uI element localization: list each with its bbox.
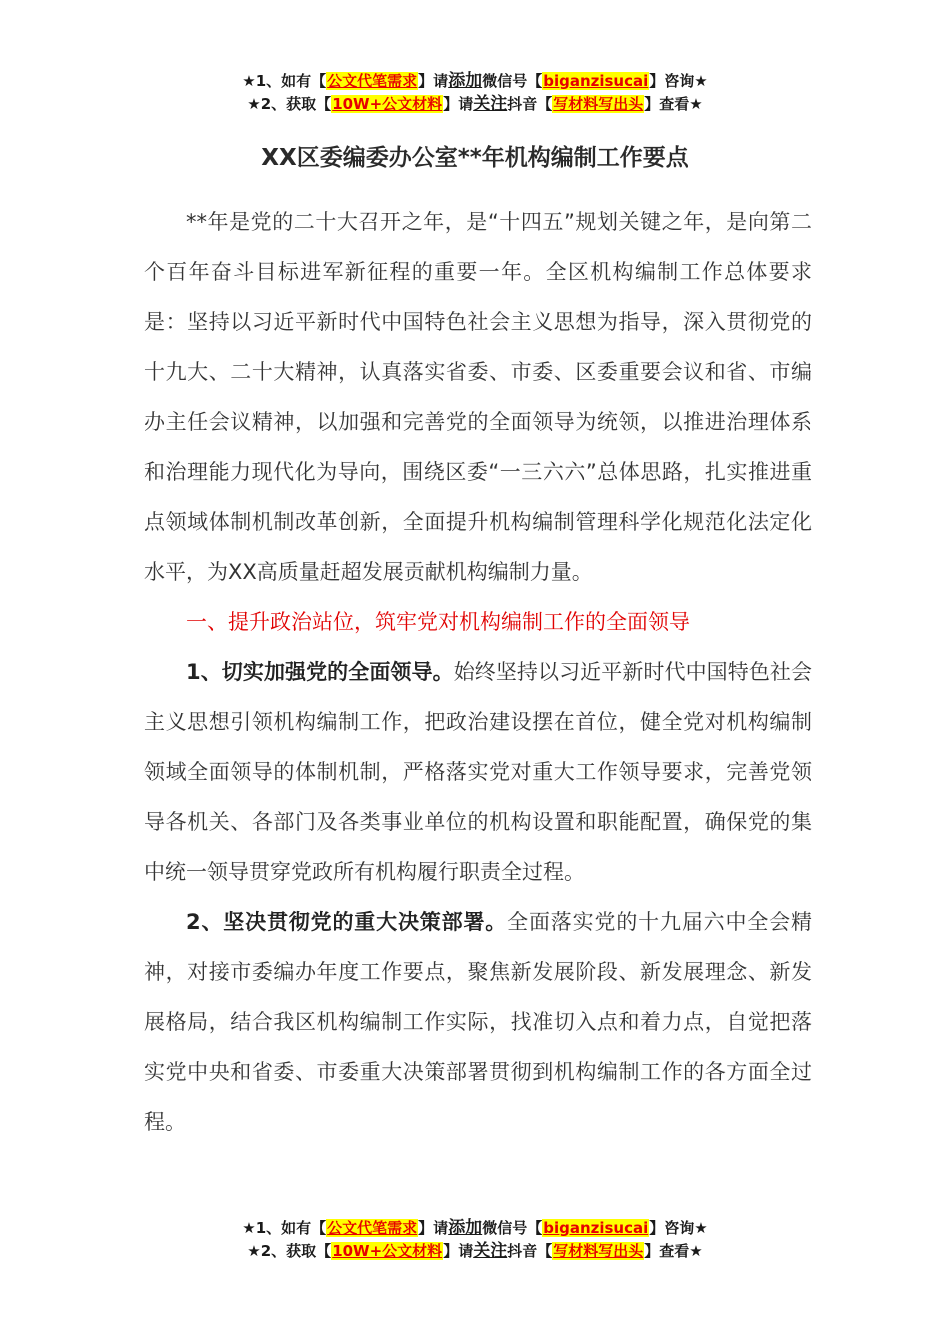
notice-line-1: [0, 1217, 950, 1240]
notice-text: ★1、如有【: [242, 1219, 327, 1237]
notice-text: ★2、获取【: [247, 1242, 332, 1260]
document-title: XX区委编委办公室**年机构编制工作要点: [261, 145, 689, 171]
notice-emphasis: 添加: [448, 71, 483, 91]
highlight-materials: 10W+公文材料: [332, 1242, 443, 1260]
notice-text: 】请: [443, 95, 474, 113]
notice-line-2: [0, 93, 950, 116]
header-notice: [0, 70, 950, 116]
item-paragraph: [144, 647, 812, 897]
notice-text: 】查看★: [644, 1242, 703, 1260]
item-title: 2、坚决贯彻党的重大决策部署。: [186, 910, 508, 934]
notice-text: 】请: [418, 1219, 449, 1237]
notice-text: 】请: [418, 72, 449, 90]
highlight-ghostwriting: 公文代笔需求: [327, 72, 418, 90]
notice-text: 】请: [443, 1242, 474, 1260]
footer-notice: [0, 1217, 950, 1263]
notice-text: 抖音【: [507, 1242, 553, 1260]
notice-emphasis: 添加: [448, 1218, 483, 1238]
highlight-wechat-id: biganzisucai: [543, 72, 649, 90]
notice-line-1: [0, 70, 950, 93]
notice-text: ★2、获取【: [247, 95, 332, 113]
notice-text: 抖音【: [507, 95, 553, 113]
highlight-douyin: 写材料写出头: [553, 95, 644, 113]
notice-text: 微信号【: [482, 72, 543, 90]
highlight-wechat-id: biganzisucai: [543, 1219, 649, 1237]
item-body: 全面落实党的十九届六中全会精神，对接市委编办年度工作要点，聚焦新发展阶段、新发展理念、新发展格局，结合我区机构编制工作实际，找准切入点和着力点，自觉把落实党中央和省委、市委重大决策部署贯彻到机构编制工作的各方面全过程。: [144, 910, 812, 1134]
notice-text: ★1、如有【: [242, 72, 327, 90]
notice-text: 】咨询★: [649, 1219, 708, 1237]
item-title: 1、切实加强党的全面领导。: [186, 660, 454, 684]
notice-emphasis: 关注: [473, 94, 508, 114]
notice-emphasis: 关注: [473, 1241, 508, 1261]
notice-text: 】查看★: [644, 95, 703, 113]
item-paragraph: [144, 897, 812, 1147]
notice-text: 】咨询★: [649, 72, 708, 90]
notice-text: 微信号【: [482, 1219, 543, 1237]
highlight-douyin: 写材料写出头: [553, 1242, 644, 1260]
document-body: [144, 197, 812, 1147]
item-body: 始终坚持以习近平新时代中国特色社会主义思想引领机构编制工作，把政治建设摆在首位，健全党对机构编制领域全面领导的体制机制，严格落实党对重大工作领导要求，完善党领导各机关、各部门及各类事业单位的机构设置和职能配置，确保党的集中统一领导贯穿党政所有机构履行职责全过程。: [144, 660, 812, 884]
highlight-materials: 10W+公文材料: [332, 95, 443, 113]
notice-line-2: [0, 1240, 950, 1263]
section-heading: 一、提升政治站位，筑牢党对机构编制工作的全面领导: [186, 610, 690, 634]
highlight-ghostwriting: 公文代笔需求: [327, 1219, 418, 1237]
intro-paragraph: **年是党的二十大召开之年，是“十四五”规划关键之年，是向第二个百年奋斗目标进军新征程的重要一年。全区机构编制工作总体要求是：坚持以习近平新时代中国特色社会主义思想为指导，深入贯彻党的十九大、二十大精神，认真落实省委、市委、区委重要会议和省、市编办主任会议精神，以加强和完善党的全面领导为统领，以推进治理体系和治理能力现代化为导向，围绕区委“一三六六”总体思路，扎实推进重点领域体制机制改革创新，全面提升机构编制管理科学化规范化法定化水平，为XX高质量赶超发展贡献机构编制力量。: [144, 210, 812, 584]
